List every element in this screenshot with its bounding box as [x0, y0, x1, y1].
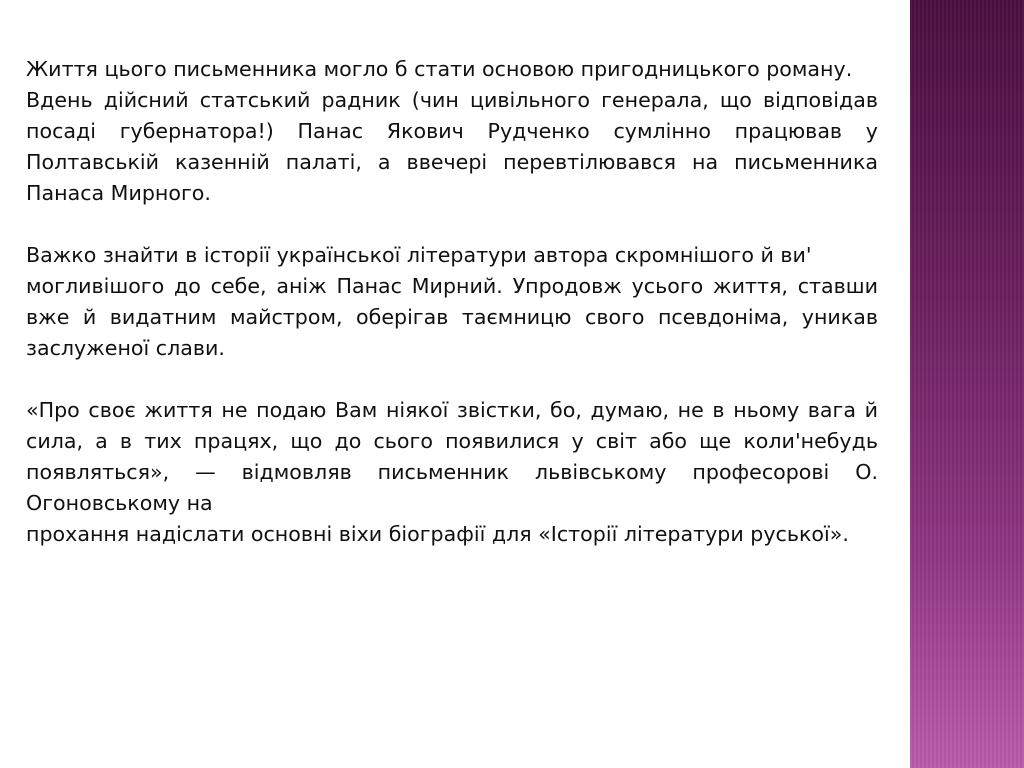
slide-text-block [26, 54, 878, 550]
paragraph-4b: прохання надіслати основні віхи біографії для «Історії літератури руської». [26, 522, 849, 546]
accent-bar-texture [910, 0, 1024, 768]
paragraph-3a: Важко знайти в історії української літератури автора скромнішого й ви' [26, 243, 812, 267]
paragraph-2: Вдень дійсний статський радник (чин цивільного генерала, що відповідав посаді губернатора!) Панас Якович Рудченко сумлінно працював у Полтавській казенній палаті, а ввечері перевтілювався на письменника Панаса Мирного. [26, 88, 878, 205]
paragraph-3b: могливішого до себе, аніж Панас Мирний. Упродовж усього життя, ставши вже й видатним майстром, оберігав таємницю свого псевдоніма, уникав заслуженої слави. [26, 274, 878, 360]
paragraph-gap-1 [26, 209, 878, 240]
paragraph-1: Життя цього письменника могло б стати основою пригодницького роману. [26, 57, 853, 81]
paragraph-gap-2 [26, 364, 878, 395]
accent-side-bar [910, 0, 1024, 768]
paragraph-4a: «Про своє життя не подаю Вам ніякої звістки, бо, думаю, не в ньому вага й сила, а в тих працях, що до сього появилися у світ або ще коли'небудь появляться», — відмовляв письменник львівському професорові О. Огоновському на [26, 398, 878, 515]
